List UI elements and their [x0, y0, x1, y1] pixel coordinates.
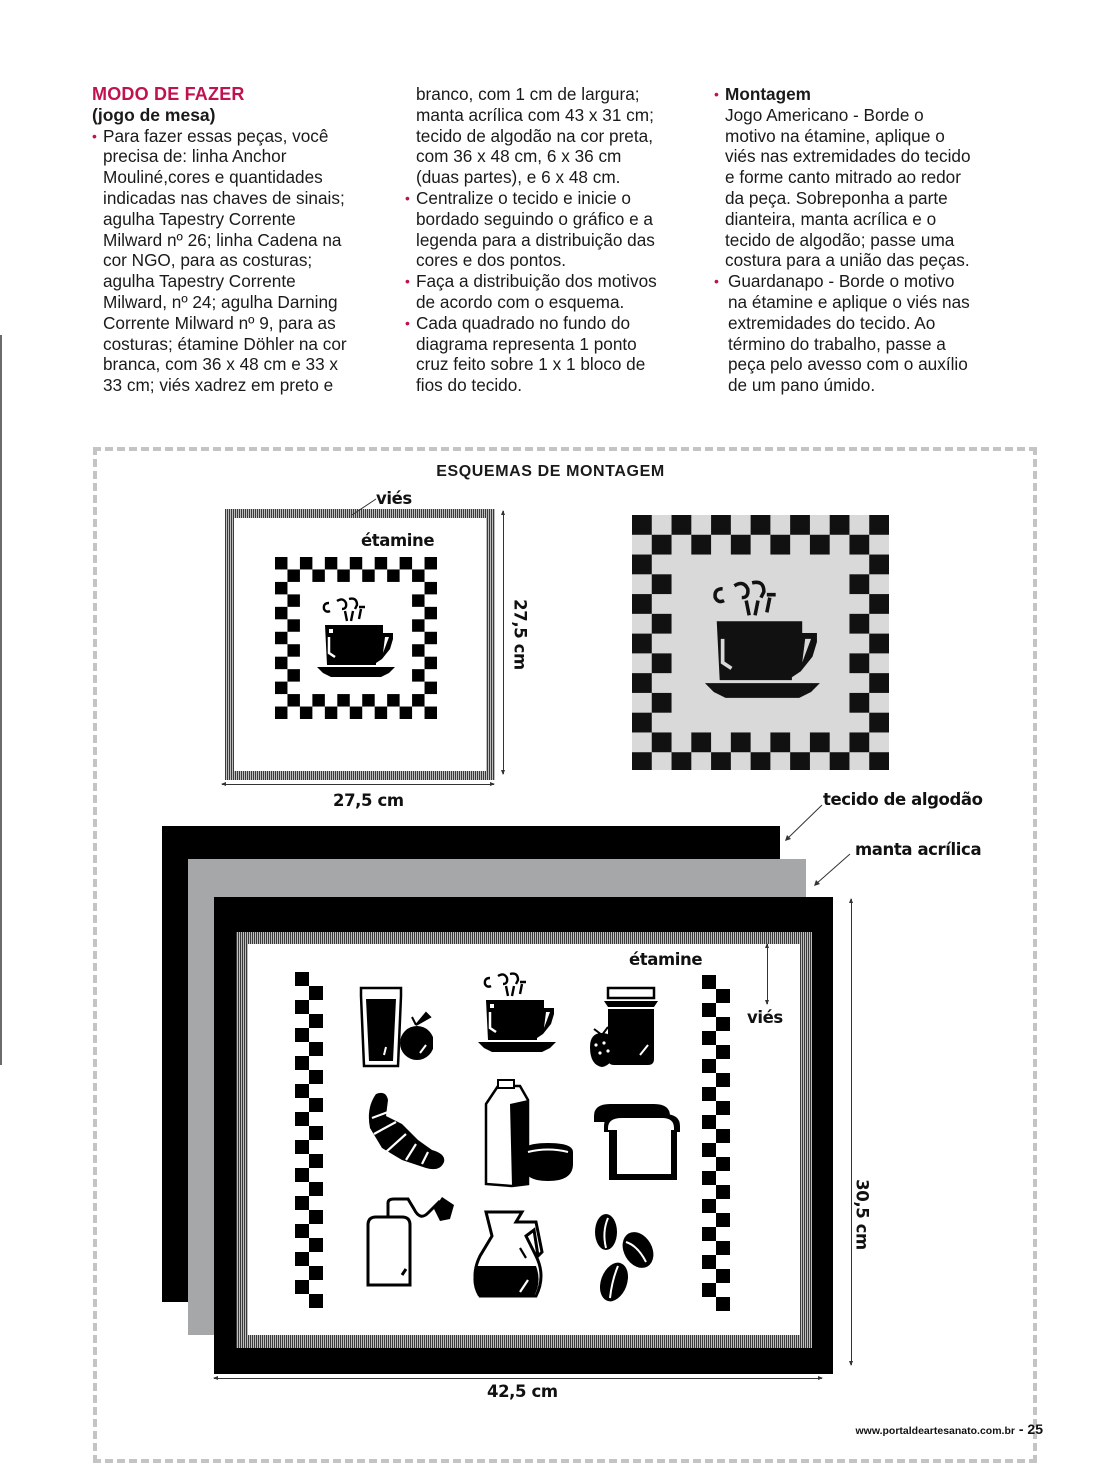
text-line: cor NGO, para as costuras;	[103, 250, 313, 271]
checker-square	[300, 707, 312, 719]
text-line: peça pelo avesso com o auxílio	[728, 354, 968, 375]
text-line: término do trabalho, passe a	[728, 333, 946, 354]
checker-square	[632, 555, 652, 575]
checker-square	[309, 1238, 323, 1252]
checker-square	[412, 594, 424, 606]
checker-square	[849, 732, 869, 752]
materials-continuation	[405, 84, 705, 188]
text-line: indicadas nas chaves de sinais;	[103, 187, 345, 208]
checker-square	[632, 673, 652, 693]
page-footer	[855, 1421, 1043, 1437]
instructions-column-2	[405, 84, 705, 396]
checker-square	[412, 569, 424, 581]
checker-square	[300, 557, 312, 569]
text-line: • Faça a distribuição dos motivos	[416, 271, 657, 292]
checker-square	[362, 569, 374, 581]
checker-square	[652, 574, 672, 594]
checker-square	[869, 752, 889, 770]
checker-square	[309, 1042, 323, 1056]
checker-square	[295, 972, 309, 986]
checker-square	[309, 1014, 323, 1028]
text-line: bordado seguindo o gráfico e a	[416, 208, 653, 229]
checker-square	[309, 1210, 323, 1224]
checker-square	[830, 752, 850, 770]
checker-square	[309, 1266, 323, 1280]
checker-square	[702, 1283, 716, 1297]
checker-square	[810, 535, 830, 555]
page-edge-line	[0, 335, 2, 1065]
checker-square	[652, 653, 672, 673]
checker-square	[711, 752, 731, 770]
bullet-distribuicao	[405, 271, 705, 313]
checker-square	[702, 1115, 716, 1129]
checker-square	[770, 732, 790, 752]
checker-square	[295, 1280, 309, 1294]
manta-label: manta acrílica	[855, 840, 982, 859]
tecido-label: tecido de algodão	[823, 790, 983, 809]
placemat-vies-label: viés	[747, 1008, 783, 1027]
checker-square	[751, 752, 771, 770]
checker-square	[869, 555, 889, 575]
checker-square	[425, 582, 437, 594]
embroidered-napkin-photo	[632, 515, 889, 770]
placemat-height-dimension	[851, 899, 852, 1365]
checker-square	[716, 1269, 730, 1283]
checker-square	[275, 582, 287, 594]
bullet-materials	[92, 126, 397, 396]
checker-square	[350, 707, 362, 719]
checker-square	[652, 732, 672, 752]
checker-square	[287, 644, 299, 656]
checker-square	[652, 693, 672, 713]
napkin-width-dimension	[222, 784, 494, 785]
placemat-width-dimension	[214, 1378, 822, 1379]
text-line: manta acrílica com 43 x 31 cm;	[416, 104, 654, 125]
section-subheading: (jogo de mesa)	[92, 104, 216, 125]
coffee-cup-icon	[315, 595, 410, 690]
footer-separator: -	[1014, 1421, 1028, 1437]
checker-square	[275, 707, 287, 719]
bread-slices-icon	[590, 1102, 680, 1182]
checker-square	[309, 1182, 323, 1196]
text-line: branco, com 1 cm de largura;	[416, 84, 640, 104]
checker-square	[295, 1140, 309, 1154]
text-line: costuras; étamine Döhler na cor	[103, 333, 347, 354]
checker-square	[711, 515, 731, 535]
checker-square	[702, 1031, 716, 1045]
text-line: Mouliné,cores e quantidades	[103, 167, 323, 188]
checker-square	[716, 989, 730, 1003]
checker-square	[295, 1252, 309, 1266]
checker-square	[287, 569, 299, 581]
checker-square	[869, 515, 889, 535]
bullet-guardanapo	[714, 271, 1029, 396]
glass-and-orange-icon	[358, 985, 433, 1070]
checker-square	[652, 614, 672, 634]
section-heading: MODO DE FAZER	[92, 84, 245, 104]
checker-square	[716, 1073, 730, 1087]
checker-square	[790, 515, 810, 535]
checker-square	[295, 1168, 309, 1182]
checker-square	[849, 574, 869, 594]
checker-square	[716, 1297, 730, 1311]
checker-square	[362, 694, 374, 706]
coffee-cup-icon	[476, 970, 571, 1065]
checker-square	[830, 515, 850, 535]
checker-square	[702, 1199, 716, 1213]
placemat-width-label: 42,5 cm	[487, 1382, 558, 1401]
checker-square	[869, 673, 889, 693]
text-line: • Centralize o tecido e inicie o	[416, 187, 631, 208]
text-line: tecido de algodão; passe uma	[725, 229, 955, 250]
placemat-etamine-label: étamine	[629, 950, 703, 969]
checker-square	[716, 1213, 730, 1227]
napkin-height-label: 27,5 cm	[510, 599, 530, 670]
checker-square	[716, 1045, 730, 1059]
milk-carton-bowl-icon	[480, 1078, 575, 1188]
checker-square	[412, 669, 424, 681]
placemat-vies-pointer	[767, 944, 768, 1004]
checker-square	[425, 682, 437, 694]
checker-square	[412, 644, 424, 656]
checker-square	[309, 1126, 323, 1140]
text-line: cores e dos pontos.	[416, 250, 567, 271]
checker-square	[632, 752, 652, 770]
diagram-title: ESQUEMAS DE MONTAGEM	[436, 463, 665, 480]
coffee-pot-icon	[470, 1208, 570, 1308]
checker-square	[309, 1098, 323, 1112]
napkin-vies-label: viés	[376, 489, 412, 508]
text-line: Corrente Milward nº 9, para as	[103, 312, 336, 333]
text-line: agulha Tapestry Corrente	[103, 271, 296, 292]
checker-square	[751, 515, 771, 535]
jam-jar-strawberry-icon	[588, 985, 673, 1070]
checker-square	[275, 632, 287, 644]
checker-square	[312, 694, 324, 706]
left-checker-strip	[295, 972, 323, 1313]
instructions-column-3	[714, 84, 1029, 396]
checker-square	[295, 1056, 309, 1070]
text-line: Milward nº 26; linha Cadena na	[103, 229, 342, 250]
checker-square	[425, 657, 437, 669]
checker-square	[849, 653, 869, 673]
checker-square	[849, 535, 869, 555]
text-line: • Para fazer essas peças, você	[103, 125, 329, 146]
manta-pointer	[812, 852, 852, 888]
text-line: na étamine e aplique o viés nas	[728, 291, 970, 312]
checker-square	[312, 569, 324, 581]
text-line: agulha Tapestry Corrente	[103, 208, 296, 229]
checker-square	[400, 557, 412, 569]
text-line: (duas partes), e 6 x 48 cm.	[416, 167, 621, 188]
checker-square	[375, 707, 387, 719]
checker-square	[387, 569, 399, 581]
checker-square	[275, 657, 287, 669]
text-line: de um pano úmido.	[728, 375, 876, 396]
checker-square	[770, 535, 790, 555]
checker-square	[295, 1196, 309, 1210]
text-line: precisa de: linha Anchor	[103, 146, 287, 167]
footer-url[interactable]: www.portaldeartesanato.com.br	[855, 1425, 1015, 1437]
checker-square	[295, 1084, 309, 1098]
checker-square	[425, 632, 437, 644]
checker-square	[702, 975, 716, 989]
checker-square	[412, 619, 424, 631]
checker-square	[702, 1171, 716, 1185]
text-line: • Guardanapo - Borde o motivo	[728, 271, 955, 292]
checker-square	[287, 669, 299, 681]
text-line: cruz feito sobre 1 x 1 bloco de	[416, 354, 646, 375]
text-line: • Cada quadrado no fundo do	[416, 312, 631, 333]
checker-square	[702, 1059, 716, 1073]
checker-square	[287, 694, 299, 706]
checker-square	[716, 1185, 730, 1199]
checker-square	[295, 1112, 309, 1126]
checker-square	[632, 594, 652, 614]
checker-square	[400, 707, 412, 719]
text-line: extremidades do tecido. Ao	[728, 312, 936, 333]
checker-square	[632, 634, 652, 654]
checker-square	[295, 1028, 309, 1042]
embroidered-coffee-cup-icon	[702, 577, 842, 717]
checker-square	[716, 1017, 730, 1031]
montagem-title: • Montagem	[725, 84, 811, 104]
tea-bag-icon	[358, 1195, 478, 1295]
bullet-montagem	[714, 84, 1029, 271]
checker-square	[295, 1224, 309, 1238]
placemat-height-label: 30,5 cm	[852, 1179, 872, 1250]
page-number: 25	[1027, 1421, 1043, 1437]
checker-square	[849, 614, 869, 634]
checker-square	[702, 1003, 716, 1017]
checker-square	[691, 732, 711, 752]
text-line: viés nas extremidades do tecido	[725, 146, 971, 167]
text-line: com 36 x 48 cm, 6 x 36 cm	[416, 146, 622, 167]
checker-square	[309, 1070, 323, 1084]
text-line: fios do tecido.	[416, 375, 523, 396]
napkin-vies-pointer	[350, 497, 378, 517]
checker-square	[295, 1000, 309, 1014]
checker-square	[869, 594, 889, 614]
text-line: e forme canto mitrado ao redor	[725, 167, 961, 188]
checker-square	[325, 707, 337, 719]
napkin-etamine-label: étamine	[361, 531, 435, 550]
checker-square	[652, 535, 672, 555]
checker-square	[325, 557, 337, 569]
text-line: Jogo Americano - Borde o	[725, 104, 924, 125]
text-line: 33 cm; viés xadrez em preto e	[103, 375, 334, 396]
checker-square	[702, 1143, 716, 1157]
checker-square	[387, 694, 399, 706]
checker-square	[350, 557, 362, 569]
checker-square	[337, 569, 349, 581]
checker-square	[337, 694, 349, 706]
checker-square	[375, 557, 387, 569]
checker-square	[632, 713, 652, 733]
checker-square	[275, 557, 287, 569]
checker-square	[309, 986, 323, 1000]
checker-square	[869, 713, 889, 733]
bullet-quadrado	[405, 313, 705, 396]
text-line: Milward, nº 24; agulha Darning	[103, 291, 338, 312]
text-line: tecido de algodão na cor preta,	[416, 125, 653, 146]
croissant-icon	[360, 1090, 450, 1175]
checker-square	[309, 1294, 323, 1308]
napkin-width-label: 27,5 cm	[333, 791, 404, 810]
bullet-centralize	[405, 188, 705, 271]
text-line: legenda para a distribuição das	[416, 229, 655, 250]
checker-square	[790, 752, 810, 770]
checker-square	[810, 732, 830, 752]
checker-square	[672, 752, 692, 770]
checker-square	[425, 607, 437, 619]
checker-square	[702, 1227, 716, 1241]
checker-square	[309, 1154, 323, 1168]
text-line: costura para a união das peças.	[725, 250, 970, 271]
checker-square	[731, 535, 751, 555]
checker-square	[632, 515, 652, 535]
coffee-beans-icon	[588, 1210, 668, 1305]
text-line: de acordo com o esquema.	[416, 291, 625, 312]
text-line: motivo na étamine, aplique o	[725, 125, 945, 146]
checker-square	[672, 515, 692, 535]
checker-square	[702, 1255, 716, 1269]
napkin-height-dimension	[503, 511, 504, 774]
checker-square	[275, 607, 287, 619]
instructions-column-1	[92, 84, 397, 396]
checker-square	[716, 1157, 730, 1171]
checker-square	[731, 732, 751, 752]
checker-square	[716, 1129, 730, 1143]
text-line: branca, com 36 x 48 cm e 33 x	[103, 354, 339, 375]
text-line: diagrama representa 1 ponto	[416, 333, 637, 354]
right-checker-strip	[702, 975, 730, 1316]
checker-square	[716, 1241, 730, 1255]
checker-square	[849, 693, 869, 713]
tecido-pointer	[784, 803, 824, 843]
checker-square	[425, 557, 437, 569]
checker-square	[691, 535, 711, 555]
checker-square	[275, 682, 287, 694]
checker-square	[412, 694, 424, 706]
checker-square	[287, 619, 299, 631]
checker-square	[716, 1101, 730, 1115]
checker-square	[287, 594, 299, 606]
checker-square	[869, 634, 889, 654]
text-line: dianteira, manta acrílica e o	[725, 208, 937, 229]
checker-square	[425, 707, 437, 719]
checker-square	[702, 1087, 716, 1101]
text-line: da peça. Sobreponha a parte	[725, 187, 948, 208]
